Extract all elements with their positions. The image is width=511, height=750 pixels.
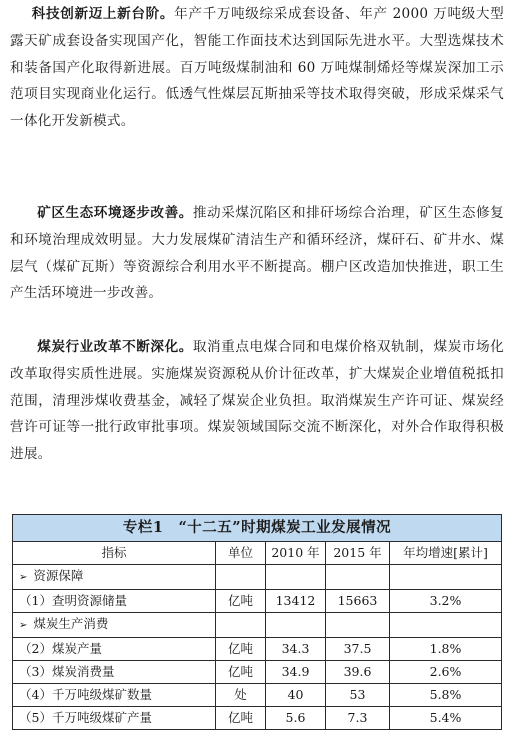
row-2010: 34.9: [266, 661, 326, 684]
row-unit: 亿吨: [216, 661, 266, 684]
coal-industry-table: [12, 514, 502, 730]
row-2010: 34.3: [266, 638, 326, 661]
row-unit: 亿吨: [216, 638, 266, 661]
section-title: 资源保障: [33, 568, 84, 583]
row-2015: 39.6: [326, 661, 390, 684]
table-row: [13, 590, 502, 613]
row-growth: 1.8%: [390, 638, 502, 661]
paragraph-body: 取消重点电煤合同和电煤价格双轨制，煤炭市场化改革取得实质性进展。实施煤炭资源税从价计征改革，扩大煤炭企业增值税抵扣范围，清理涉煤收费基金，减轻了煤炭企业负担。取消煤炭生产许可证、煤炭经营许可证等一批行政审批事项。煤炭领域国际交流不断深化，对外合作取得积极进展。: [10, 339, 505, 463]
row-label: （3）煤炭消费量: [13, 661, 216, 684]
row-growth: 5.4%: [390, 707, 502, 730]
section-header: [13, 613, 216, 638]
arrow-bullet-icon: ➢: [19, 572, 28, 583]
header-indicator: 指标: [13, 542, 216, 565]
row-2010: 5.6: [266, 707, 326, 730]
row-unit: 亿吨: [216, 590, 266, 613]
row-growth: 5.8%: [390, 684, 502, 707]
row-2015: 7.3: [326, 707, 390, 730]
section-header: [13, 565, 216, 590]
row-label: （1）查明资源储量: [13, 590, 216, 613]
row-2015: 15663: [326, 590, 390, 613]
paragraph-body: 推动采煤沉陷区和排矸场综合治理，矿区生态修复和环境治理成效明显。大力发展煤矿清洁生产和循环经济，煤矸石、矿井水、煤层气（煤矿瓦斯）等资源综合利用水平不断提高。棚户区改造加快推进，职工生产生活环境进一步改善。: [10, 205, 505, 302]
header-2010: 2010 年: [266, 542, 326, 565]
table-row: [13, 638, 502, 661]
row-label: （5）千万吨级煤矿产量: [13, 707, 216, 730]
paragraph-lead: 矿区生态环境逐步改善。: [37, 205, 193, 221]
row-2010: 40: [266, 684, 326, 707]
header-unit: 单位: [216, 542, 266, 565]
paragraph-tech-innovation: [10, 1, 504, 135]
paragraph-reform: [10, 334, 504, 468]
paragraph-body: 年产千万吨级综采成套设备、年产 2000 万吨级大型露天矿成套设备实现国产化，智能工作面技术达到国际先进水平。大型选煤技术和装备国产化取得新进展。百万吨级煤制油和 60 万吨煤制烯烃等煤炭深加工示范项目实现商业化运行。低透气性煤层瓦斯抽采等技术取得突破，形成采煤采气一体化开发新模式。: [10, 6, 504, 130]
row-label: （2）煤炭产量: [13, 638, 216, 661]
row-growth: 3.2%: [390, 590, 502, 613]
arrow-bullet-icon: ➢: [19, 620, 28, 631]
row-unit: 处: [216, 684, 266, 707]
header-2015: 2015 年: [326, 542, 390, 565]
section-title: 煤炭生产消费: [33, 616, 109, 631]
table-row: [13, 707, 502, 730]
paragraph-lead: 科技创新迈上新台阶。: [31, 6, 175, 22]
header-growth: 年均增速[累计]: [390, 542, 502, 565]
table-caption: 专栏1 “十二五”时期煤炭工业发展情况: [13, 515, 502, 542]
row-2015: 53: [326, 684, 390, 707]
paragraph-lead: 煤炭行业改革不断深化。: [37, 339, 193, 355]
row-label: （4）千万吨级煤矿数量: [13, 684, 216, 707]
row-unit: 亿吨: [216, 707, 266, 730]
table-row: [13, 661, 502, 684]
row-growth: 2.6%: [390, 661, 502, 684]
table-row: [13, 684, 502, 707]
row-2015: 37.5: [326, 638, 390, 661]
paragraph-ecology: [10, 200, 504, 307]
row-2010: 13412: [266, 590, 326, 613]
